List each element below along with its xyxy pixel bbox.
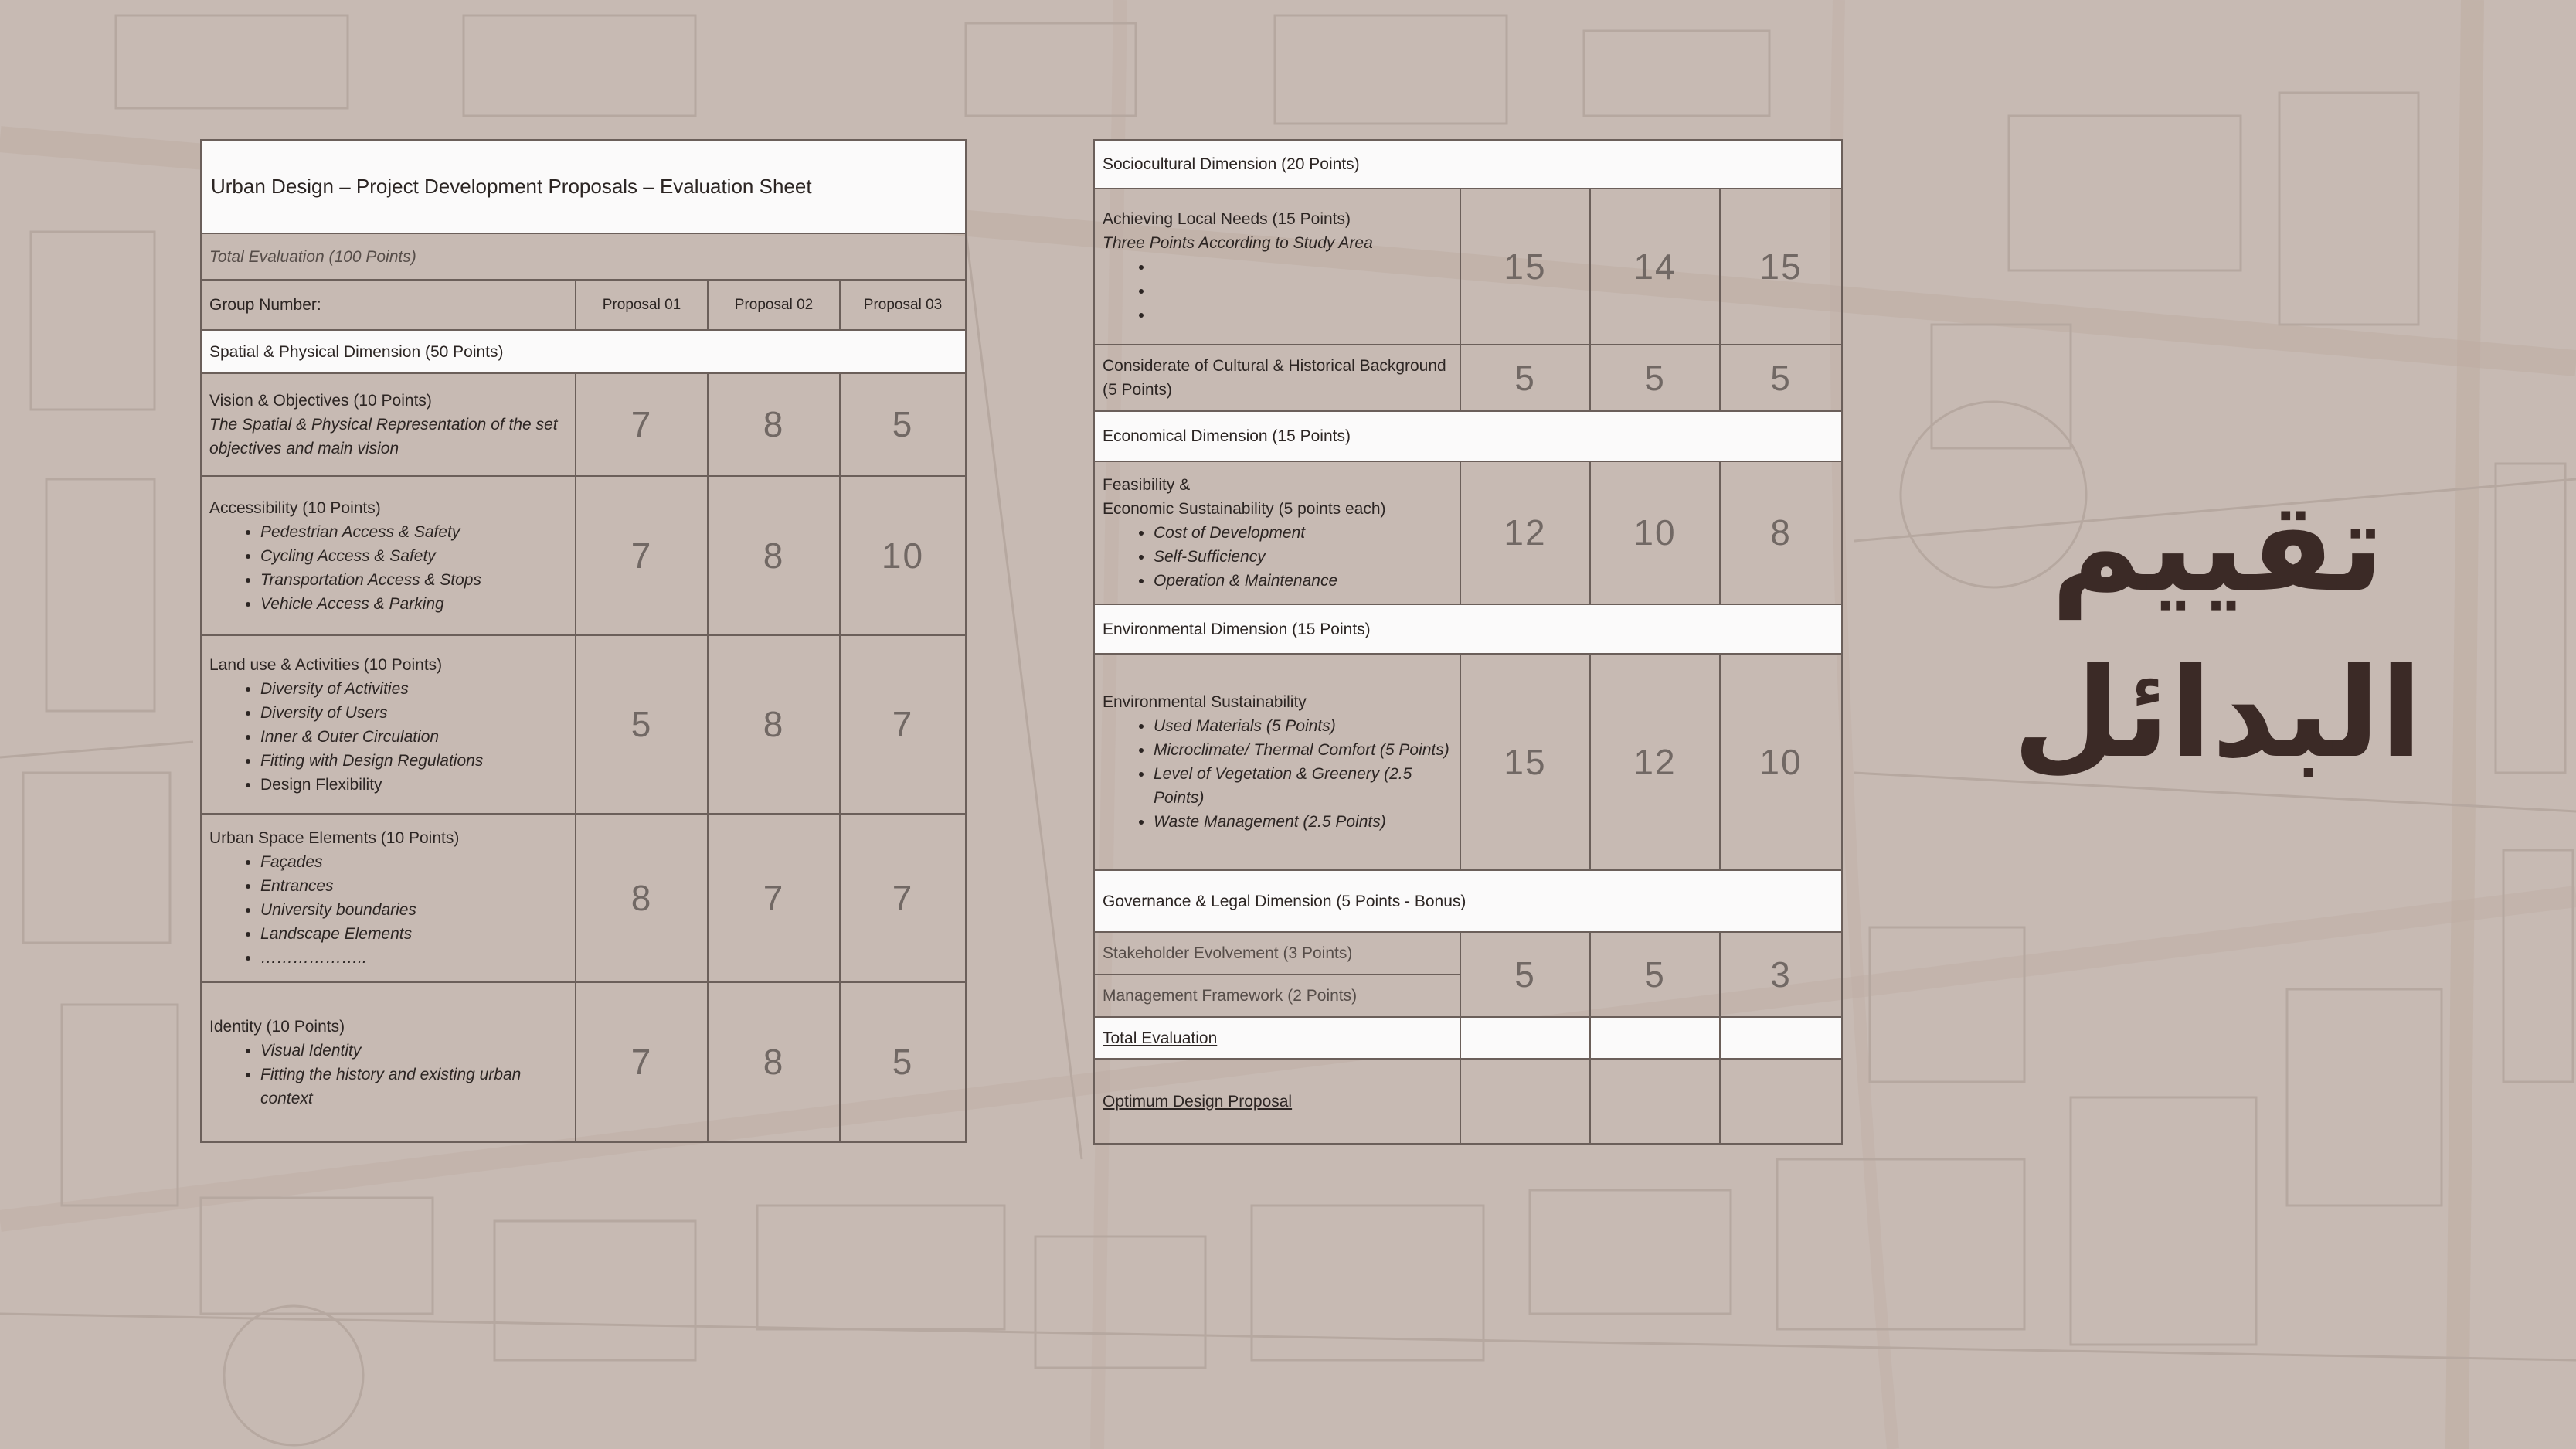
table-row [201, 635, 966, 814]
proposal-03-header: Proposal 03 [840, 280, 966, 330]
score-cell: 7 [708, 814, 840, 982]
score-cell: 12 [1590, 654, 1720, 870]
arabic-title-line-2: البدائل [2012, 641, 2423, 785]
total-cell-empty [1720, 1017, 1842, 1059]
criterion-local-needs [1094, 189, 1460, 345]
table-row [201, 814, 966, 982]
list-item: • Façades [260, 850, 567, 874]
list-item: • Pedestrian Access & Safety [260, 520, 567, 544]
criterion-accessibility [201, 476, 576, 635]
criterion-urban-space-elements [201, 814, 576, 982]
list-item: • Level of Vegetation & Greenery (2.5 Points) [1154, 762, 1452, 810]
list-item: • Vehicle Access & Parking [260, 592, 567, 616]
score-cell: 5 [840, 982, 966, 1142]
optimum-design-text: Optimum Design Proposal [1103, 1092, 1293, 1111]
list-item: • Waste Management (2.5 Points) [1154, 810, 1452, 834]
list-item: • Diversity of Users [260, 701, 567, 725]
score-cell: 10 [1590, 461, 1720, 604]
score-cell: 10 [840, 476, 966, 635]
score-cell: 12 [1460, 461, 1590, 604]
list-item: • Operation & Maintenance [1154, 569, 1452, 593]
section-economical: Economical Dimension (15 Points) [1094, 411, 1842, 461]
empty-bullet [1154, 279, 1452, 303]
table-row [201, 476, 966, 635]
section-governance-legal: Governance & Legal Dimension (5 Points - Bonus) [1094, 870, 1842, 932]
list-item: • Fitting the history and existing urban context [260, 1063, 567, 1111]
score-cell: 8 [708, 476, 840, 635]
list-item: • Diversity of Activities [260, 677, 567, 701]
right-evaluation-table [1093, 139, 1843, 1145]
total-cell-empty [1590, 1017, 1720, 1059]
total-cell-empty [1460, 1017, 1590, 1059]
proposal-01-header: Proposal 01 [576, 280, 708, 330]
criterion-feasibility [1094, 461, 1460, 604]
empty-bullet [1154, 255, 1452, 279]
list-item: • Entrances [260, 874, 567, 898]
criterion-vision-objectives [201, 373, 576, 476]
total-evaluation-row-label [1094, 1017, 1460, 1059]
list-item: • Inner & Outer Circulation [260, 725, 567, 749]
score-cell: 5 [840, 373, 966, 476]
list-item: • Transportation Access & Stops [260, 568, 567, 592]
score-cell: 3 [1720, 932, 1842, 1017]
criterion-subtitle: The Spatial & Physical Representation of the set objectives and main vision [209, 416, 558, 457]
criterion-heading: Economic Sustainability (5 points each) [1103, 500, 1386, 518]
list-item: • Used Materials (5 Points) [1154, 714, 1452, 738]
score-cell: 8 [708, 373, 840, 476]
score-cell: 15 [1460, 189, 1590, 345]
table-row [1094, 1017, 1842, 1059]
score-cell: 5 [1460, 345, 1590, 411]
criterion-environmental-sustainability [1094, 654, 1460, 870]
list-item: • Visual Identity [260, 1039, 567, 1063]
score-cell: 7 [840, 814, 966, 982]
table-row [201, 982, 966, 1142]
arabic-title [1978, 464, 2457, 796]
score-cell: 8 [576, 814, 708, 982]
list-item: • ……………….. [260, 946, 567, 970]
list-item: • Cycling Access & Safety [260, 544, 567, 568]
criterion-cultural-historical: Considerate of Cultural & Historical Background (5 Points) [1094, 345, 1460, 411]
criterion-management: Management Framework (2 Points) [1094, 975, 1460, 1017]
group-number-label: Group Number: [201, 280, 576, 330]
list-item: • Cost of Development [1154, 521, 1452, 545]
score-cell: 14 [1590, 189, 1720, 345]
criterion-land-use [201, 635, 576, 814]
criterion-identity [201, 982, 576, 1142]
score-cell: 7 [576, 373, 708, 476]
arabic-title-line-1: تقييم [2051, 474, 2384, 619]
score-cell: 5 [1590, 932, 1720, 1017]
list-item: • Self-Sufficiency [1154, 545, 1452, 569]
table-row [1094, 189, 1842, 345]
score-cell: 7 [576, 982, 708, 1142]
total-evaluation-label: Total Evaluation (100 Points) [201, 233, 966, 280]
criterion-heading: Achieving Local Needs (15 Points) [1103, 209, 1351, 228]
score-cell: 5 [1590, 345, 1720, 411]
section-spatial-physical: Spatial & Physical Dimension (50 Points) [201, 330, 966, 373]
criterion-heading: Environmental Sustainability [1103, 693, 1307, 711]
optimum-design-proposal-label [1094, 1059, 1460, 1144]
score-cell: 15 [1460, 654, 1590, 870]
optimum-cell-empty [1460, 1059, 1590, 1144]
empty-bullet [1154, 303, 1452, 327]
criterion-heading: Vision & Objectives (10 Points) [209, 392, 432, 410]
list-item: • Microclimate/ Thermal Comfort (5 Points) [1154, 738, 1452, 762]
table-row [1094, 461, 1842, 604]
list-item: • Fitting with Design Regulations [260, 749, 567, 773]
criterion-stakeholder: Stakeholder Evolvement (3 Points) [1094, 932, 1460, 975]
score-cell: 5 [1720, 345, 1842, 411]
table-row [1094, 654, 1842, 870]
score-cell: 15 [1720, 189, 1842, 345]
score-cell: 7 [840, 635, 966, 814]
section-sociocultural: Sociocultural Dimension (20 Points) [1094, 140, 1842, 189]
score-cell: 5 [1460, 932, 1590, 1017]
criterion-heading: Land use & Activities (10 Points) [209, 655, 443, 674]
score-cell: 8 [708, 982, 840, 1142]
left-evaluation-table [200, 139, 967, 1143]
sheet-title: Urban Design – Project Development Proposals – Evaluation Sheet [201, 140, 966, 233]
criterion-heading: Identity (10 Points) [209, 1017, 345, 1036]
criterion-heading: Feasibility & [1103, 476, 1191, 494]
criterion-heading: Urban Space Elements (10 Points) [209, 829, 460, 847]
table-row [201, 373, 966, 476]
criterion-heading: Accessibility (10 Points) [209, 498, 381, 517]
section-environmental: Environmental Dimension (15 Points) [1094, 604, 1842, 654]
score-cell: 8 [1720, 461, 1842, 604]
optimum-cell-empty [1720, 1059, 1842, 1144]
table-row [1094, 345, 1842, 411]
score-cell: 5 [576, 635, 708, 814]
optimum-cell-empty [1590, 1059, 1720, 1144]
total-evaluation-text: Total Evaluation [1103, 1029, 1218, 1047]
score-cell: 8 [708, 635, 840, 814]
proposal-02-header: Proposal 02 [708, 280, 840, 330]
criterion-subtitle: Three Points According to Study Area [1103, 233, 1373, 252]
score-cell: 7 [576, 476, 708, 635]
table-row [1094, 1059, 1842, 1144]
score-cell: 10 [1720, 654, 1842, 870]
list-item: • Design Flexibility [260, 773, 567, 797]
list-item: • Landscape Elements [260, 922, 567, 946]
list-item: • University boundaries [260, 898, 567, 922]
table-row [1094, 932, 1842, 975]
